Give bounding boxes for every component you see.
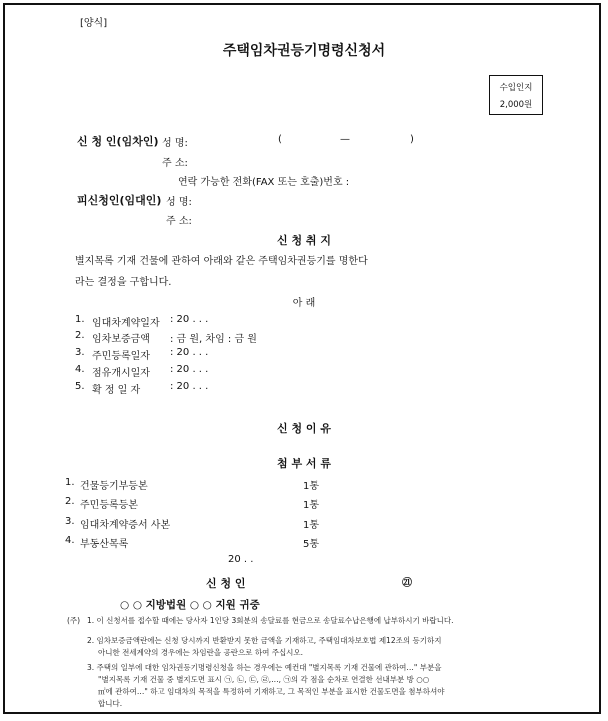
stamp-line-1: 수입인지 — [499, 83, 533, 93]
stamp-line-2: 2,000원 — [499, 100, 533, 110]
item-5-value: : 20 . . . — [170, 381, 209, 392]
attachment-3-count: 1통 — [303, 520, 320, 531]
reason-heading: 신 청 이 유 — [277, 422, 331, 435]
notes-prefix: (주) — [67, 616, 81, 625]
form-tag: [양식] — [80, 18, 108, 29]
respondent-address-label: 주 소: — [166, 216, 192, 227]
seal-mark: ㉑ — [402, 578, 412, 589]
attachment-3-num: 3. — [65, 516, 75, 527]
signer-label: 신 청 인 — [206, 577, 246, 590]
purpose-line-1: 별지목록 기재 건물에 관하여 아래와 같은 주택임차권등기를 명한다 — [75, 256, 368, 267]
item-3-value: : 20 . . . — [170, 347, 209, 358]
item-1-label: 임대차계약일자 — [92, 318, 160, 329]
item-3-label: 주민등록일자 — [92, 351, 150, 362]
item-4-value: : 20 . . . — [170, 364, 209, 375]
attachment-1-label: 건물등기부등본 — [80, 481, 148, 492]
attachments-heading: 첨 부 서 류 — [277, 457, 331, 470]
attachment-3-label: 임대차계약증서 사본 — [80, 520, 171, 531]
attachment-1-num: 1. — [65, 477, 75, 488]
item-4-num: 4. — [75, 364, 85, 375]
applicant-address-label: 주 소: — [162, 158, 188, 169]
applicant-contact-label: 연락 가능한 전화(FAX 또는 호출)번호 : — [178, 177, 350, 188]
attachment-2-label: 주민등록등본 — [80, 500, 138, 511]
page-title: 주택임차권등기명령신청서 — [222, 43, 386, 59]
applicant-paren-open: ( — [278, 134, 282, 145]
date-line: 20 . . — [228, 554, 254, 565]
note-3-cont-2: ㎡에 관하여…" 하고 임대차의 목적을 특정하여 기재하고, 그 목적인 부분을 표시한 건물도면을 첨부하셔야 — [98, 687, 445, 696]
revenue-stamp-box — [489, 75, 543, 115]
applicant-paren-close: ) — [410, 134, 414, 145]
purpose-line-2: 라는 결정을 구합니다. — [75, 277, 172, 288]
purpose-heading: 신 청 취 지 — [277, 234, 331, 247]
attachment-2-num: 2. — [65, 496, 75, 507]
item-2-label: 임차보증금액 — [92, 334, 150, 345]
purpose-below: 아 래 — [292, 298, 316, 309]
respondent-name-label: 성 명: — [166, 197, 192, 208]
item-1-value: : 20 . . . — [170, 314, 209, 325]
note-3: 3. 주택의 일부에 대한 임차권등기명령신청을 하는 경우에는 예컨대 "별지목록 기재 건물에 관하여…" 부분을 — [87, 663, 442, 672]
applicant-name-label: 성 명: — [162, 138, 188, 149]
attachment-1-count: 1통 — [303, 481, 320, 492]
item-1-num: 1. — [75, 314, 85, 325]
note-2-cont: 아니한 전세계약의 경우에는 차임란을 공란으로 하여 주십시오. — [98, 648, 304, 657]
court-line: ○ ○ 지방법원 ○ ○ 지원 귀중 — [120, 599, 260, 611]
applicant-label: 신 청 인(임차인) — [77, 135, 159, 148]
attachment-2-count: 1통 — [303, 500, 320, 511]
note-3-cont-1: "별지목록 기재 건물 중 별지도면 표시 ㉠, ㉡, ㉢, ㉣,…, ㉠의 각 점을 순차로 연결한 선내부분 방 ○○ — [98, 675, 430, 684]
attachment-4-count: 5통 — [303, 539, 320, 550]
attachment-4-num: 4. — [65, 535, 75, 546]
applicant-dash: — — [340, 134, 350, 145]
respondent-label: 피신청인(임대인) — [77, 194, 162, 207]
item-5-num: 5. — [75, 381, 85, 392]
item-4-label: 점유개시일자 — [92, 368, 150, 379]
note-2: 2. 임차보증금액란에는 신청 당시까지 반환받지 못한 금액을 기재하고, 주택임대차보호법 제12조의 등기하지 — [87, 636, 442, 645]
item-2-num: 2. — [75, 330, 85, 341]
attachment-4-label: 부동산목록 — [80, 539, 129, 550]
item-3-num: 3. — [75, 347, 85, 358]
note-1: 1. 이 신청서를 접수할 때에는 당사자 1인당 3회분의 송달료를 현금으로 송달료수납은행에 납부하시기 바랍니다. — [87, 616, 454, 625]
item-2-value: : 금 원, 차임 : 금 원 — [170, 334, 257, 345]
item-5-label: 확 정 일 자 — [92, 385, 141, 396]
note-3-cont-3: 합니다. — [98, 699, 123, 708]
